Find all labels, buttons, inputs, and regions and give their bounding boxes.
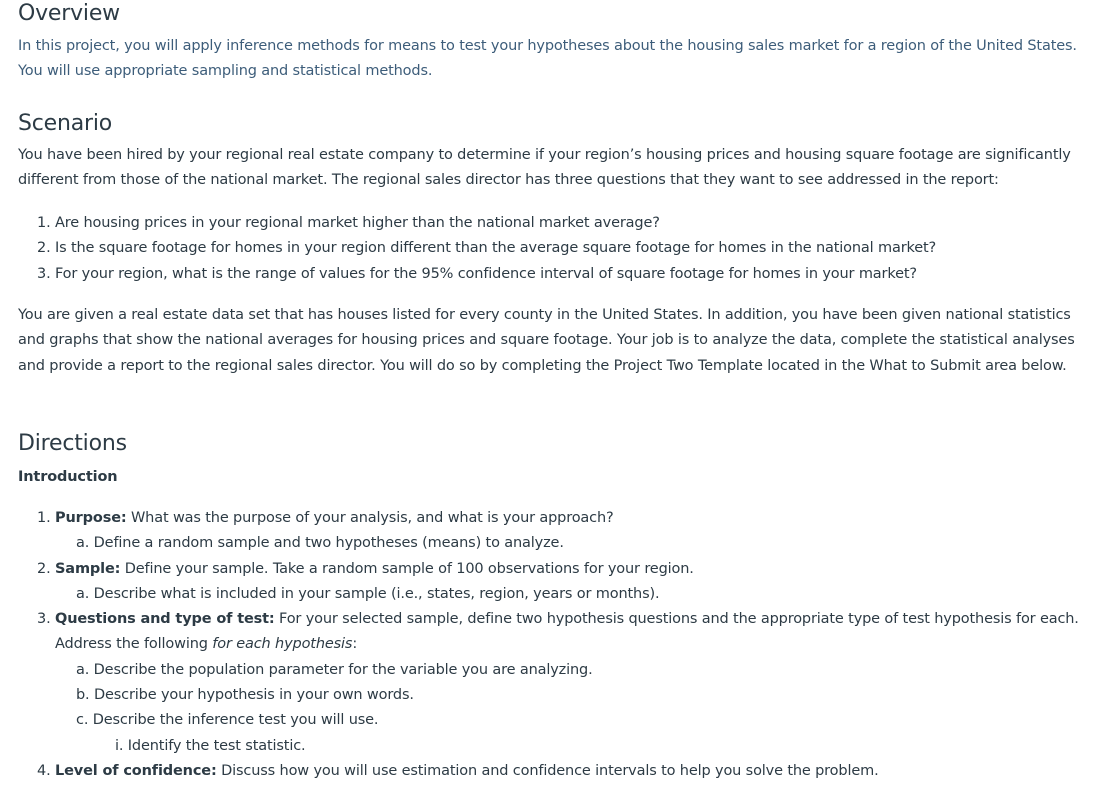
scenario-text-2: You are given a real estate data set that has houses listed for every county in the United States. In addition, you have been given national statistics and graphs that show the national averages for housing prices and square footage. Your job is to analyze the data, complete the statistical analyses and provide a report to the regional sales director. You will do so by completing the Project Two Template located in the What to Submit area below. [18, 307, 1075, 374]
overview-text: In this project, you will apply inference methods for means to test your hypotheses about the housing sales market for a region of the United States. You will use appropriate sampling and statistical methods. [18, 38, 1077, 80]
question-2: 2. Is the square footage for homes in your region different than the average square footage for homes in the national market? [37, 240, 937, 257]
directions-heading: Directions [18, 431, 127, 456]
introduction-subheading: Introduction [18, 469, 118, 485]
regional-questions-list [37, 211, 936, 287]
question-3: 3. For your region, what is the range of values for the 95% confidence interval of square footage for homes in your market? [37, 265, 917, 282]
direction-item-questions: 3. Questions and type of test: For your selected sample, define two hypothesis questions and the appropriate type of test hypothesis for each. [37, 611, 1079, 628]
direction-subitem: a. Define a random sample and two hypotheses (means) to analyze. [76, 535, 564, 552]
directions-list [37, 506, 1092, 784]
scenario-heading: Scenario [18, 111, 113, 136]
direction-subitem: c. Describe the inference test you will use. [76, 712, 379, 729]
direction-subitem: a. Describe the population parameter for the variable you are analyzing. [76, 661, 593, 678]
direction-subitem: a. Describe what is included in your sample (i.e., states, region, years or months). [76, 585, 660, 602]
direction-subsubitem: i. Identify the test statistic. [115, 737, 306, 754]
direction-item-purpose: 1. Purpose: What was the purpose of your analysis, and what is your approach? [37, 510, 614, 526]
direction-continuation: Address the following for each hypothesis: [55, 636, 358, 653]
scenario-text: You have been hired by your regional real estate company to determine if your region’s housing prices and housing square footage are significantly different from those of the national market. The regional sales director has three questions that they want to see addressed in the report: [18, 147, 1071, 189]
question-1: 1. Are housing prices in your regional market higher than the national market average? [37, 215, 660, 231]
overview-heading: Overview [18, 1, 120, 26]
direction-item-confidence: 4. Level of confidence: Discuss how you will use estimation and confidence intervals to help you solve the problem. [37, 762, 879, 779]
direction-item-sample: 2. Sample: Define your sample. Take a random sample of 100 observations for your region. [37, 560, 694, 577]
direction-subitem: b. Describe your hypothesis in your own words. [76, 687, 414, 704]
